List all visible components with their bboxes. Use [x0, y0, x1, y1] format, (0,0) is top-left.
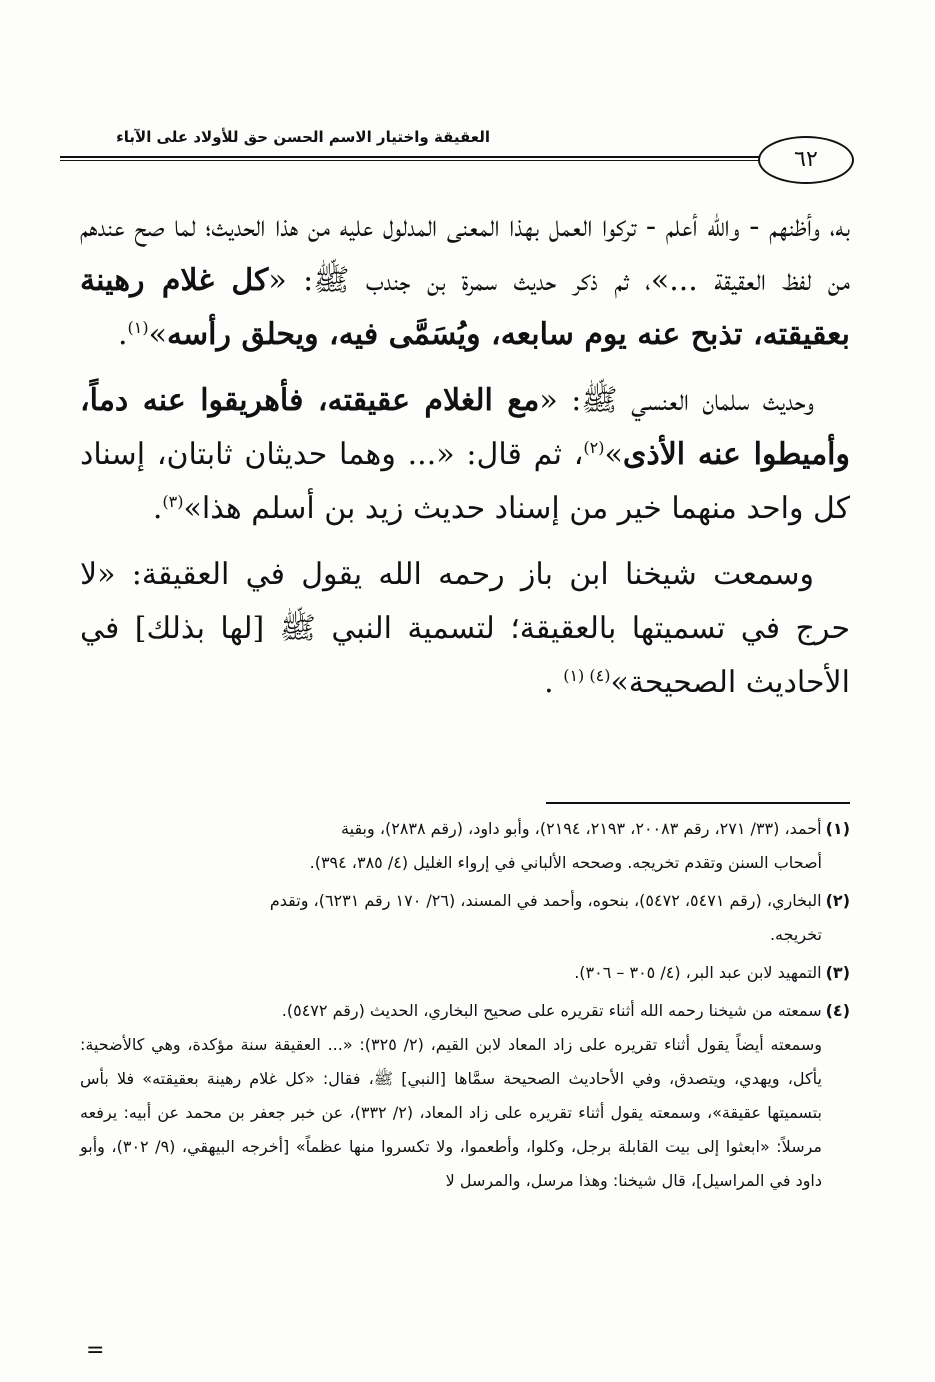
footnote-separator: [546, 802, 850, 804]
footnote-4-number: (٤): [825, 1001, 850, 1020]
footnote-3-text: التمهيد لابن عبد البر، (٤/ ٣٠٥ – ٣٠٦).: [574, 963, 822, 982]
p1-text: به، وأظنهم - والله أعلم - تركوا العمل بهذا المعنى المدلول عليه من هذا الحديث؛ لما صح عندهم من لفظ العقيقة ...»، ثم ذكر حديث سمرة بن جندب ﷺ: «: [80, 209, 850, 298]
footnote-3-number: (٣): [825, 963, 850, 982]
header-rule-thin: [60, 160, 760, 161]
footnote-2-number: (٢): [825, 891, 850, 910]
footnote-4: [80, 994, 850, 1198]
footnote-1-continuation: أصحاب السنن وتقدم تخريجه. وصححه الألباني في إرواء الغليل (٤/ ٣٨٥، ٣٩٤).: [309, 853, 822, 872]
footnote-1-text: أحمد، (٣٣/ ٢٧١، رقم ٢٠٠٨٣، ٢١٩٣، ٢١٩٤)، وأبو داود، (رقم ٢٨٣٨)، وبقية: [341, 819, 822, 838]
paragraph-2: [80, 374, 850, 536]
footnote-4-continuation: وسمعته أيضاً يقول أثناء تقريره على زاد المعاد لابن القيم، (٢/ ٣٢٥): «... العقيقة سنة مؤكدة، وهي كالأضحية: يأكل، ويهدي، ويتصدق، وفي الأحاديث الصحيحة سمَّاها [النبي] ﷺ، فقال: «كل غلام رهينة بعقيقته» فلا بأس بتسميتها عقيقة»، وسمعته يقول أثناء تقريره على زاد المعاد، (٢/ ٣٣٢)، عن خبر جعفر بن محمد عن أبيه: يرفعه مرسلاً: «ابعثوا إلى بيت القابلة برجل، وكلوا، وأطعموا، ولا تكسروا منها عظماً» [أخرجه البيهقي، (٩/ ٣٠٢)، وأبو داود في المراسيل]، قال شيخنا: وهذا مرسل، والمرسل لا: [80, 1035, 823, 1190]
footnote-2-text: البخاري، (رقم ٥٤٧١، ٥٤٧٢)، بنحوه، وأحمد في المسند، (٢٦/ ١٧٠ رقم ٦٢٣١)، وتقدم: [269, 891, 822, 910]
p2-period: .: [152, 491, 163, 526]
footnote-1-number: (١): [825, 819, 850, 838]
footnote-4-text: سمعته من شيخنا رحمه الله أثناء تقريره على صحيح البخاري، الحديث (رقم ٥٤٧٢).: [281, 1001, 822, 1020]
running-title: العقيقة واختيار الاسم الحسن حق للأولاد على الآباء: [116, 128, 490, 146]
header-rule: [60, 156, 760, 158]
footnote-ref-3: (٣): [162, 492, 184, 511]
p3-end: .: [544, 665, 564, 700]
page-number: ٦٢: [758, 136, 854, 184]
paragraph-3: [80, 548, 850, 710]
hadith-quote-2: مع الغلام عقيقته، فأهريقوا عنه دماً، وأميطوا عنه الأذى: [80, 383, 850, 472]
hadith-quote-1: كل غلام رهينة بعقيقته، تذبح عنه يوم سابعه، ويُسَمَّى فيه، ويحلق رأسه: [80, 263, 850, 352]
p1-period: .: [117, 317, 128, 352]
footnotes: [80, 812, 850, 1202]
main-text: [80, 200, 850, 722]
p1-quote-close: »: [148, 317, 167, 352]
p2-quote-close: »: [604, 437, 623, 472]
p3-text: وسمعت شيخنا ابن باز رحمه الله يقول في العقيقة: «لا حرج في تسميتها بالعقيقة؛ لتسمية النبي ﷺ [لها بذلك] في الأحاديث الصحيحة»: [80, 557, 850, 700]
footnote-ref-2: (٢): [583, 438, 605, 457]
footnote-2-continuation: تخريجه.: [769, 925, 822, 944]
p2-text-a: وحديث سلمان العنسي ﷺ: «: [539, 383, 814, 418]
footnote-1: [80, 812, 850, 880]
p2-text-b: ، ثم قال: «... وهما حديثان ثابتان، إسناد كل واحد منهما خير من إسناد حديث زيد بن أسلم هذا»: [80, 437, 850, 526]
paragraph-1: [80, 200, 850, 362]
continuation-mark: =: [86, 1338, 105, 1363]
page-header: [60, 120, 860, 190]
footnote-2: [80, 884, 850, 952]
footnote-ref-4: (٤) (١): [563, 666, 611, 685]
footnote-3: [80, 956, 850, 990]
footnote-ref-1: (١): [127, 318, 149, 337]
